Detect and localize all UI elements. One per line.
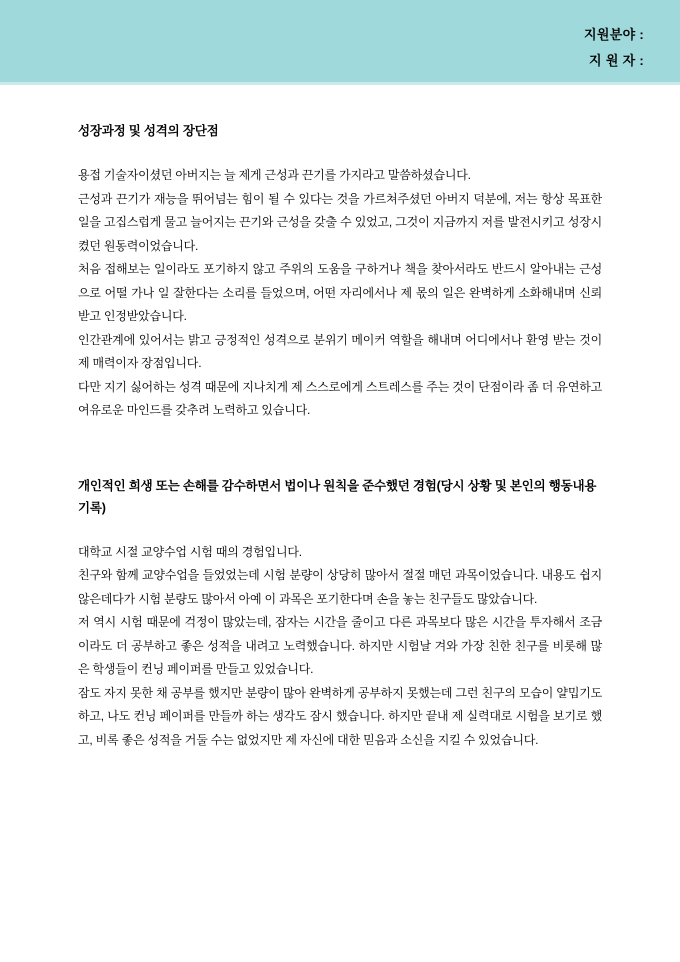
- section-title-principles: 개인적인 희생 또는 손해를 감수하면서 법이나 원칙을 준수했던 경험(당시 상황 및 본인의 행동내용 기록): [78, 478, 597, 515]
- paragraph: 용접 기술자이셨던 아버지는 늘 제게 근성과 끈기를 가지라고 말씀하셨습니다.: [78, 168, 471, 182]
- header-fields-group: [584, 22, 644, 74]
- paragraph: 근성과 끈기가 재능을 뛰어넘는 힘이 될 수 있다는 것을 가르쳐주셨던 아버지 덕분에, 저는 항상 목표한 일을 고집스럽게 물고 늘어지는 끈기와 근성을 갖출 수 있었고, 그것이 지금까지 저를 발전시키고 성장시켰던 원동력이었습니다.: [78, 191, 602, 253]
- section-body-principles: [78, 541, 602, 753]
- header-band: [0, 0, 680, 82]
- paragraph: 다만 지기 싫어하는 성격 때문에 지나치게 제 스스로에게 스트레스를 주는 것이 단점이라 좀 더 유연하고 여유로운 마인드를 갖추려 노력하고 있습니다.: [78, 379, 602, 417]
- paragraph: 잠도 자지 못한 채 공부를 했지만 분량이 많아 완벽하게 공부하지 못했는데 그런 친구의 모습이 얄밉기도 하고, 나도 컨닝 페이퍼를 만들까 하는 생각도 잠시 했습니다. 하지만 끝내 제 실력대로 시험을 보기로 했고, 비록 좋은 성적을 거둘 수는 없었지만 제 자신에 대한 믿음과 소신을 지킬 수 있었습니다.: [78, 685, 602, 747]
- document-content: [0, 85, 680, 752]
- paragraph: 인간관계에 있어서는 밝고 긍정적인 성격으로 분위기 메이커 역할을 해내며 어디에서나 환영 받는 것이 제 매력이자 장점입니다.: [78, 332, 602, 370]
- top-spacer: [78, 85, 602, 120]
- paragraph: 대학교 시절 교양수업 시험 때의 경험입니다.: [78, 544, 302, 559]
- section-body-growth: [78, 164, 602, 423]
- applicant-field-label: 지원분야 :: [584, 27, 644, 42]
- section-title-growth: 성장과정 및 성격의 장단점: [78, 124, 219, 138]
- section-growth-and-personality: [78, 120, 602, 423]
- paragraph: 처음 접해보는 일이라도 포기하지 않고 주위의 도움을 구하거나 책을 찾아서라도 반드시 알아내는 근성으로 어떨 가나 일 잘한다는 소리를 들었으며, 어떤 자리에서나 제 몫의 일은 완벽하게 소화해내며 신뢰받고 인정받았습니다.: [78, 262, 602, 323]
- paragraph: 친구와 함께 교양수업을 들었었는데 시험 분량이 상당히 많아서 절절 매던 과목이었습니다. 내용도 쉽지 않은데다가 시험 분량도 많아서 아예 이 과목은 포기한다며 손을 놓는 친구들도 많았습니다.: [78, 568, 602, 606]
- section-principles-experience: [78, 475, 602, 753]
- applicant-name-label: 지 원 자 :: [589, 53, 644, 68]
- paragraph: 저 역시 시험 때문에 걱정이 많았는데, 잠자는 시간을 줄이고 다른 과목보다 많은 시간을 투자해서 조금이라도 더 공부하고 좋은 성적을 내려고 노력했습니다. 하지만 시험날 겨와 가장 친한 친구를 비롯해 많은 학생들이 컨닝 페이퍼를 만들고 있었습니다.: [78, 615, 602, 676]
